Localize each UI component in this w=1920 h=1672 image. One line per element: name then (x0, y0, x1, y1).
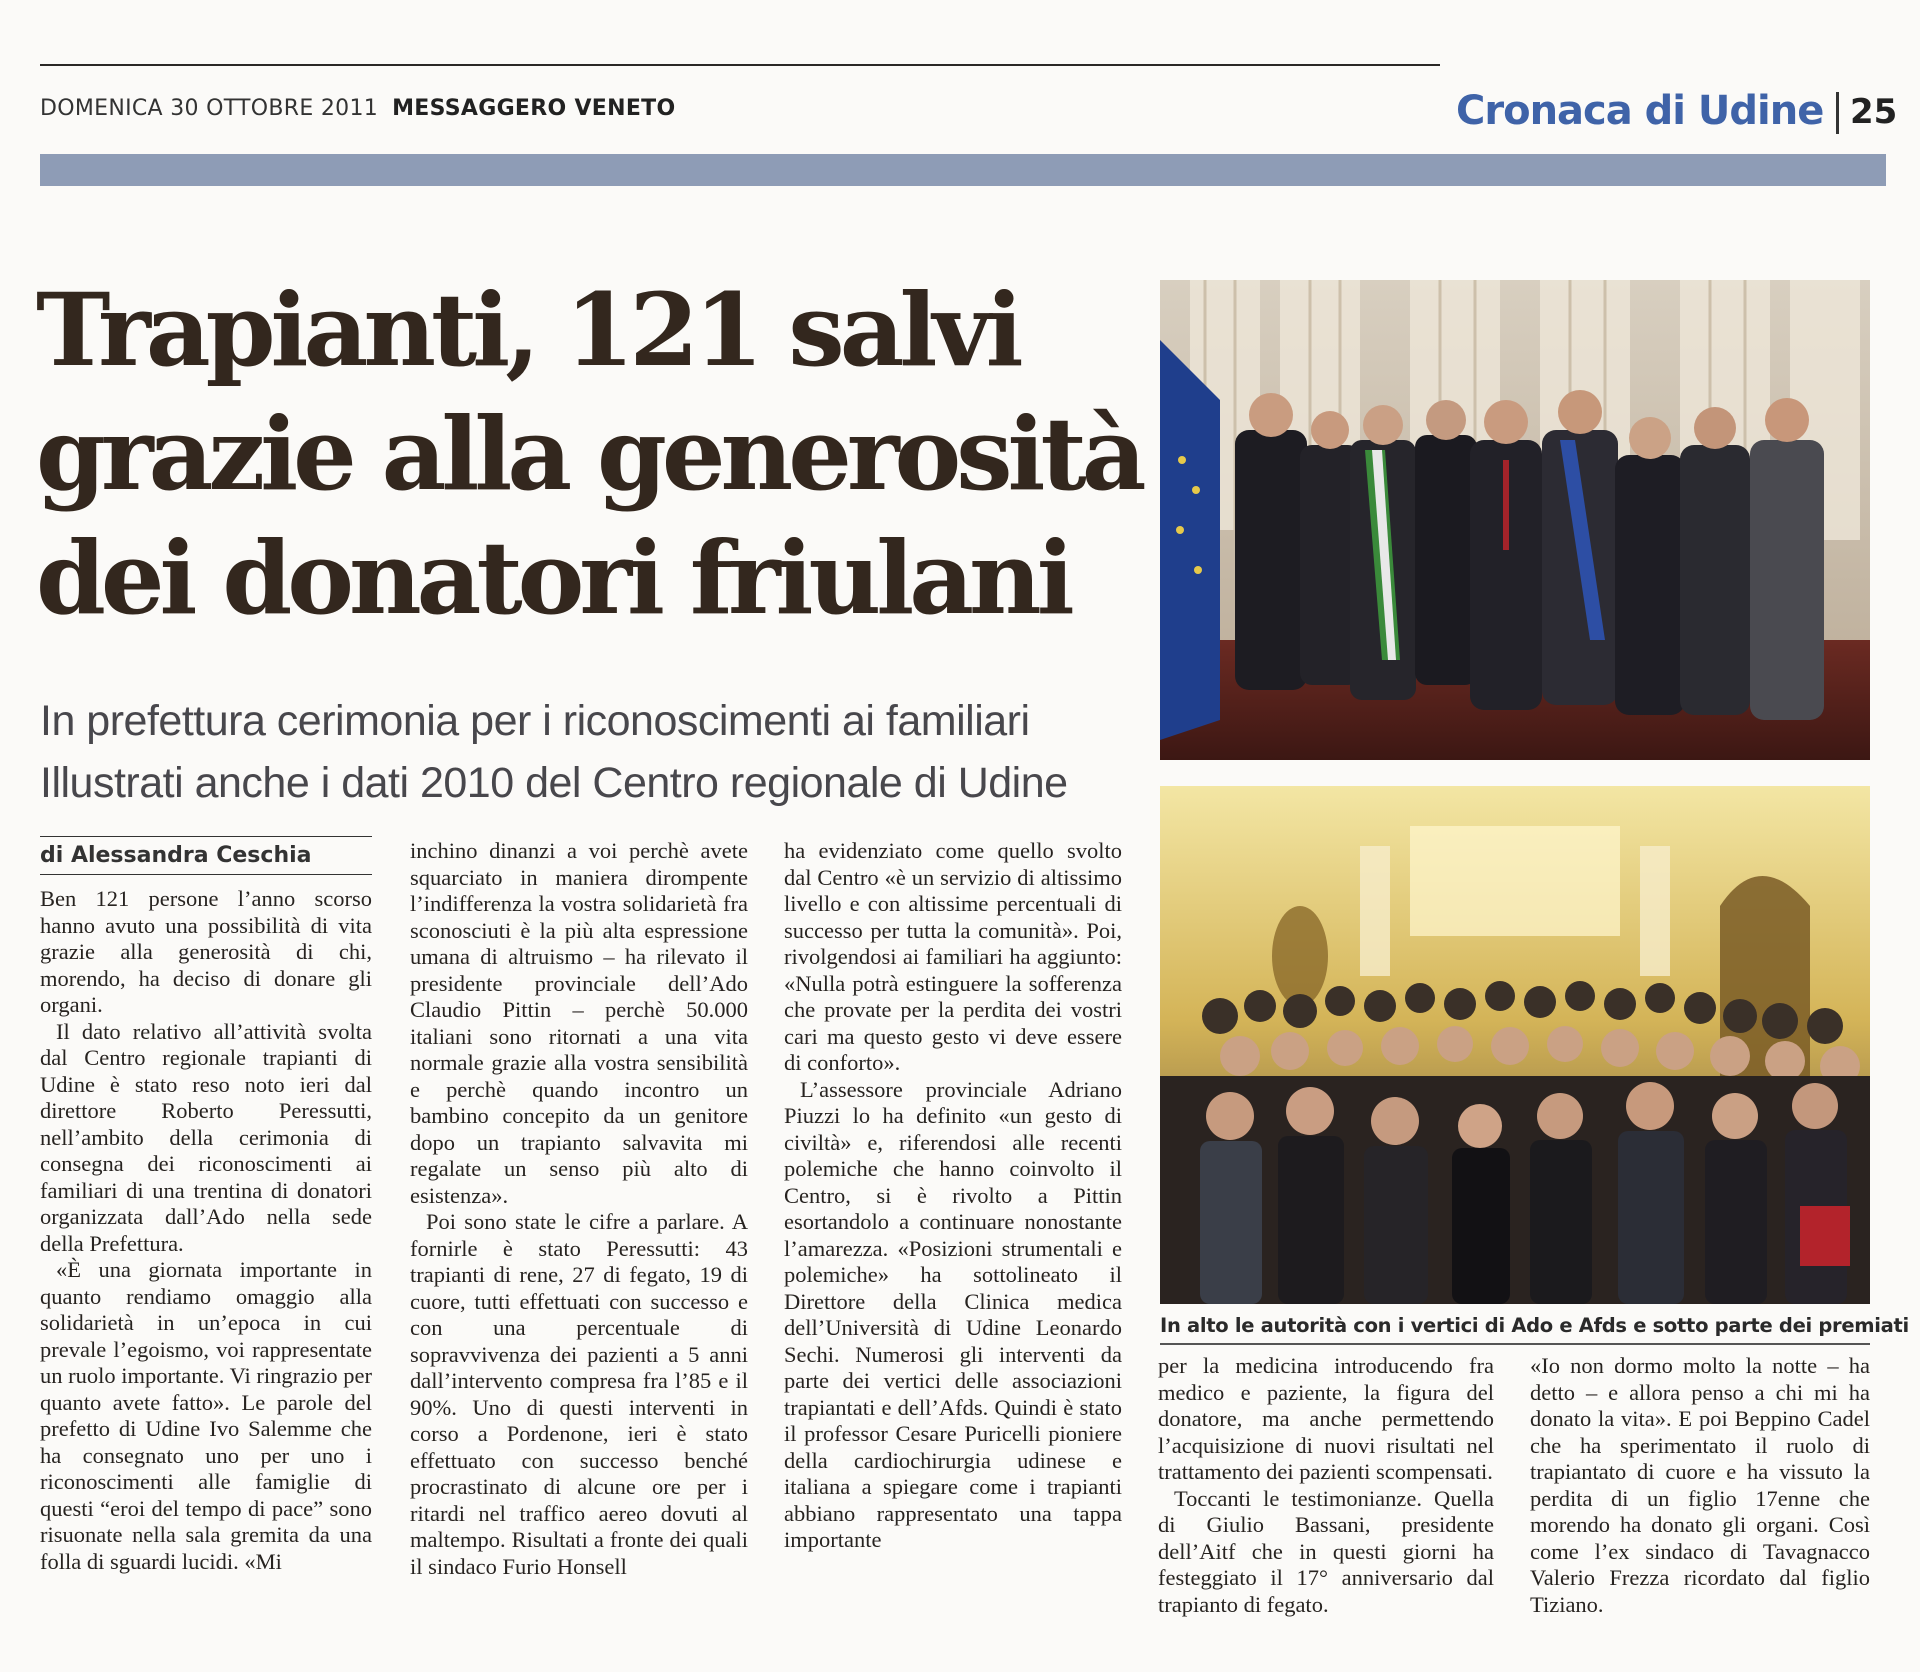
paragraph: L’assessore provinciale Adriano Piuzzi lo ha definito «un gesto di civiltà» e, riferendosi alle recenti polemiche che hanno coinvolto il Centro, si è rivolto a Pittin esortandolo a continuare nonostante l’amarezza. «Posizioni strumentali e polemiche» ha sottolineato il Direttore della Clinica medica dell’Università di Udine Leonardo Sechi. Numerosi gli interventi da parte dei vertici delle associazioni trapiantati e dell’Afds. Quindi è stato il professor Cesare Puricelli pioniere della cardiochirurgia udinese e italiana a spiegare come i trapianti abbiano rappresentato una tappa importante (784, 1076, 1122, 1552)
headline-line: dei donatori friulani (36, 519, 1070, 637)
section-divider (1836, 92, 1839, 134)
paragraph: ha evidenziato come quello svolto dal Centro «è un servizio di altissimo livello e con altissime percentuali di successo per tutta la comunità». Poi, rivolgendosi ai familiari ha aggiunto: «Nulla potrà estinguere la sofferenza che provate per la perdita dei vostri cari ma questo gesto vi deve essere di conforto». (784, 838, 1122, 1075)
photo-caption: In alto le autorità con i vertici di Ado e Afds e sotto parte dei premiati (1160, 1314, 1909, 1337)
section-title: Cronaca di Udine (1456, 88, 1824, 134)
subhead-line: In prefettura cerimonia per i riconoscimenti ai familiari (40, 697, 1030, 745)
article-column-3 (784, 838, 1122, 1554)
photo-authorities-image (1160, 280, 1870, 760)
photo-authorities (1160, 280, 1870, 760)
paragraph: «È una giornata importante in quanto rendiamo omaggio alla solidarietà in un’epoca in cui prevale l’egoismo, voi rappresentate un ruolo importante. Vi ringrazio per quanto avete fatto». Le parole del prefetto di Udine Ivo Salemme che ha consegnato uno per uno i riconoscimenti alle famiglie di questi “eroi del tempo di pace” sono risuonate nella sala gremita da una folla di sguardi lucidi. «Mi (40, 1257, 372, 1574)
article-column-5 (1530, 1353, 1870, 1618)
issue-date: DOMENICA 30 OTTOBRE 2011 (40, 96, 379, 121)
caption-rule (1160, 1343, 1870, 1345)
paragraph: Il dato relativo all’attività svolta dal Centro regionale trapianti di Udine è stato reso noto ieri dal direttore Roberto Peressutti, nell’ambito della cerimonia di consegna dei riconoscimenti ai familiari di una trentina di donatori organizzata dall’Ado nella sede della Prefettura. (40, 1018, 372, 1256)
paragraph: per la medicina introducendo fra medico e paziente, la figura del donatore, ma anche permettendo l’acquisizione di nuovi risultati nel trattamento dei pazienti scompensati. (1158, 1353, 1494, 1484)
headline-line: Trapianti, 121 salvi (36, 271, 1019, 389)
paragraph: «Io non dormo molto la notte – ha detto – e allora penso a chi mi ha donato la vita». E poi Beppino Cadel che ha sperimentato il ruolo di trapiantato di cuore e ha vissuto la perdita di un figlio 17enne che morendo ha donato gli organi. Così come l’ex sindaco di Tavagnacco Valerio Frezza ricordato dal figlio Tiziano. (1530, 1353, 1870, 1617)
paragraph: Poi sono state le cifre a parlare. A fornirle è stato Peressutti: 43 trapianti di rene, 27 di fegato, 19 di cuore, tutti effettuati con successo e con una percentuale di sopravvivenza dei pazienti a 5 anni dall’intervento compresa fra l’85 e il 90%. Uno di questi interventi in corso a Pordenone, ieri è stato effettuato con successo benché procrastinato di alcune ore per i ritardi nel traffico aereo dovuti al maltempo. Risultati a fronte dei quali il sindaco Furio Honsell (410, 1209, 748, 1579)
headline-line: grazie alla generosità (36, 395, 1142, 513)
photo-audience (1160, 786, 1870, 1304)
section-header (1450, 88, 1898, 142)
section-color-bar (40, 154, 1886, 186)
paragraph: Toccanti le testimonianze. Quella di Giulio Bassani, presidente dell’Aitf che in questi giorni ha festeggiato il 17° anniversario dal trapianto di fegato. (1158, 1485, 1494, 1617)
subhead-line: Illustrati anche i dati 2010 del Centro regionale di Udine (40, 759, 1068, 807)
subheadline (40, 690, 1140, 814)
publication-name: MESSAGGERO VENETO (392, 96, 676, 121)
article-column-2 (410, 838, 748, 1580)
top-rule (40, 64, 1440, 66)
paragraph: inchino dinanzi a voi perchè avete squarciato in maniera dirompente l’indifferenza la vostra solidarietà fra sconosciuti è la più alta espressione umana di altruismo – ha rilevato il presidente provinciale dell’Ado Claudio Pittin – perchè 50.000 italiani sono ritornati a una vita normale grazie alla vostra sensibilità e perchè quando incontro un bambino concepito da un genitore dopo un trapianto salvavita mi regalate un senso più alto di esistenza». (410, 838, 748, 1208)
byline: di Alessandra Ceschia (40, 836, 372, 875)
headline (36, 268, 1146, 640)
photo-audience-image (1160, 786, 1870, 1304)
article-column-1 (40, 886, 372, 1575)
page-number: 25 (1850, 92, 1898, 132)
paragraph: Ben 121 persone l’anno scorso hanno avuto una possibilità di vita grazie alla generosità di chi, morendo, ha deciso di donare gli organi. (40, 886, 372, 1017)
masthead-line (40, 96, 675, 121)
article-column-4 (1158, 1353, 1494, 1618)
